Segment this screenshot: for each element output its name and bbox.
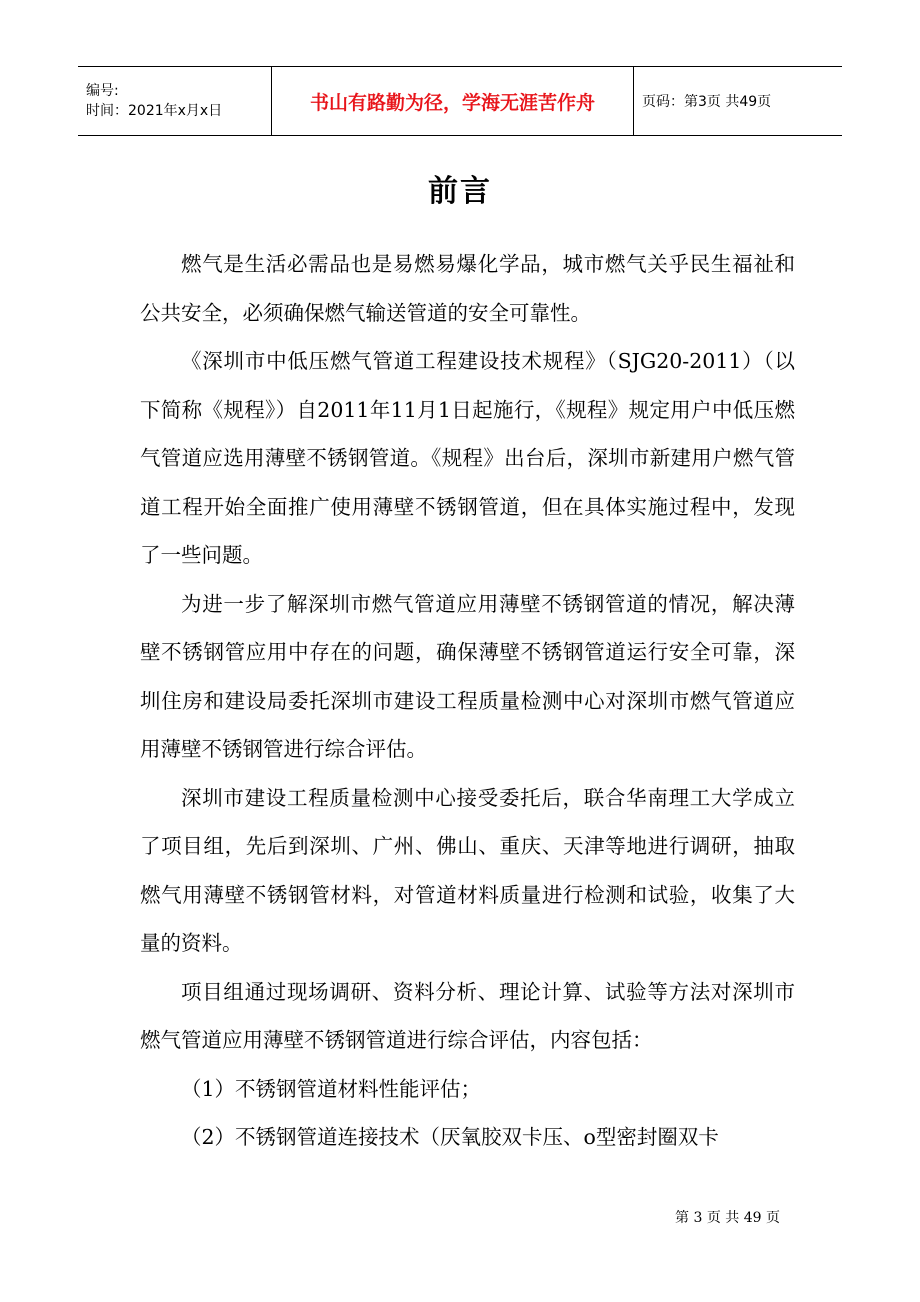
- document-number-label: 编号:: [86, 83, 119, 99]
- page-header: [78, 66, 842, 136]
- paragraph: 为进一步了解深圳市燃气管道应用薄壁不锈钢管道的情况，解决薄壁不锈钢管应用中存在的问题，确保薄壁不锈钢管道运行安全可靠，深圳住房和建设局委托深圳市建设工程质量检测中心对深圳市燃气管道应用薄壁不锈钢管进行综合评估。: [140, 591, 795, 761]
- list-item: （1）不锈钢管道材料性能评估；: [181, 1076, 482, 1101]
- page-title: 前言: [428, 174, 492, 209]
- header-meta: [78, 67, 272, 135]
- paragraph: 《深圳市中低压燃气管道工程建设技术规程》（SJG20-2011）（以下简称《规程》）自2011年11月1日起施行，《规程》规定用户中低压燃气管道应选用薄壁不锈钢管道。《规程》出台后，深圳市新建用户燃气管道工程开始全面推广使用薄壁不锈钢管道，但在具体实施过程中，发现了一些问题。: [140, 349, 795, 567]
- header-page-number: 页码：第3页 共49页: [642, 94, 772, 110]
- header-motto: 书山有路勤为径，学海无涯苦作舟: [272, 67, 634, 135]
- document-time-label: 时间：2021年x月x日: [86, 103, 223, 119]
- paragraph: 项目组通过现场调研、资料分析、理论计算、试验等方法对深圳市燃气管道应用薄壁不锈钢管道进行综合评估，内容包括：: [140, 979, 795, 1052]
- page-footer: 第 3 页 共 49 页: [675, 1210, 780, 1226]
- paragraph: 深圳市建设工程质量检测中心接受委托后，联合华南理工大学成立了项目组，先后到深圳、广州、佛山、重庆、天津等地进行调研，抽取燃气用薄壁不锈钢管材料，对管道材料质量进行检测和试验，收集了大量的资料。: [140, 785, 795, 955]
- paragraph: 燃气是生活必需品也是易燃易爆化学品，城市燃气关乎民生福祉和公共安全，必须确保燃气输送管道的安全可靠性。: [140, 252, 795, 325]
- list-item: （2）不锈钢管道连接技术（厌氧胶双卡压、o型密封圈双卡: [181, 1125, 719, 1149]
- body-content: [140, 240, 795, 1162]
